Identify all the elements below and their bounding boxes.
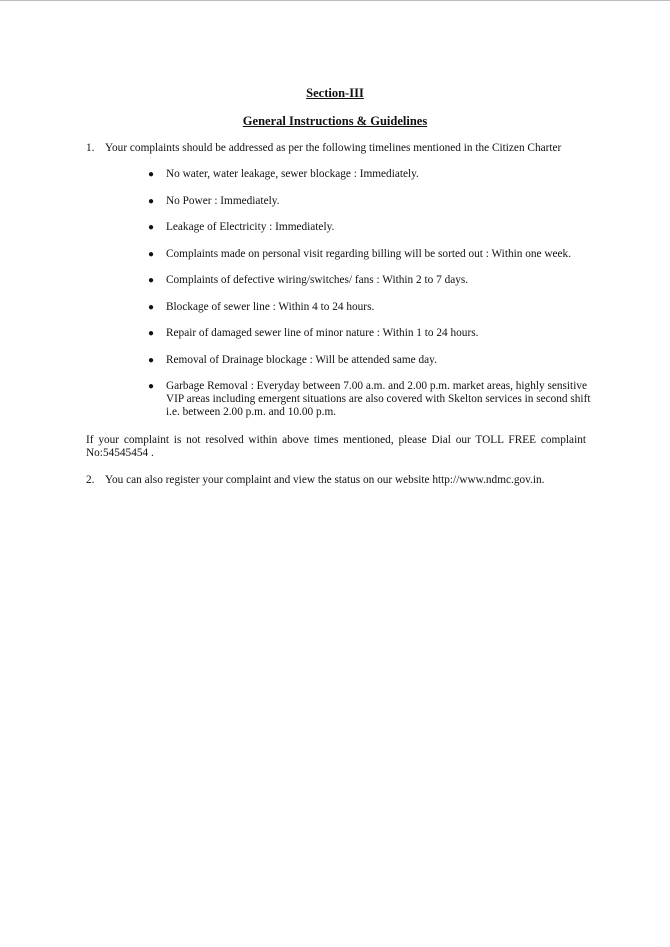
bullet-icon: ● — [148, 354, 155, 366]
bullet-text: Complaints of defective wiring/switches/ fans : Within 2 to 7 days. — [166, 274, 469, 286]
bullet-text: Repair of damaged sewer line of minor nature : Within 1 to 24 hours. — [166, 327, 479, 339]
list-item — [148, 380, 598, 419]
list-item — [148, 301, 598, 314]
item-1-number: 1. — [86, 142, 95, 154]
list-item — [148, 221, 598, 234]
timeline-bullet-list — [148, 168, 598, 433]
bullet-text: Complaints made on personal visit regarding billing will be sorted out : Within one week. — [166, 247, 572, 260]
bullet-icon: ● — [148, 275, 155, 286]
list-item — [148, 168, 598, 181]
bullet-icon: ● — [148, 301, 155, 313]
bullet-icon: ● — [148, 222, 155, 233]
bullet-icon: ● — [148, 248, 155, 260]
section-title: Section-III — [306, 86, 364, 100]
bullet-text: Leakage of Electricity : Immediately. — [166, 221, 335, 233]
list-item — [148, 354, 598, 367]
bullet-text: Garbage Removal : Everyday between 7.00 a.m. and 2.00 p.m. market areas, highly sensitive VIP areas including emergent situations are also covered with Skelton services in second shift i.e. between 2.00 p.m. and 10.00 p.m. — [166, 380, 591, 418]
bullet-icon: ● — [148, 195, 155, 207]
list-item — [148, 248, 598, 261]
bullet-text: Blockage of sewer line : Within 4 to 24 hours. — [166, 300, 375, 313]
bullet-text: No Power : Immediately. — [166, 194, 280, 207]
bullet-icon: ● — [148, 328, 155, 339]
bullet-text: No water, water leakage, sewer blockage : Immediately. — [166, 168, 419, 180]
item-2-text: You can also register your complaint and view the status on our website http://www.ndmc.gov.in. — [105, 474, 545, 486]
list-item — [148, 274, 598, 287]
toll-free-note: If your complaint is not resolved within above times mentioned, please Dial our TOLL FREE complaint No:54545454 . — [86, 434, 586, 459]
page-top-border — [0, 0, 670, 1]
section-subtitle: General Instructions & Guidelines — [242, 114, 428, 128]
list-item — [148, 327, 598, 340]
bullet-icon: ● — [148, 169, 155, 180]
item-1-text: Your complaints should be addressed as per the following timelines mentioned in the Citizen Charter — [105, 142, 562, 154]
item-2-number: 2. — [86, 474, 95, 486]
bullet-text: Removal of Drainage blockage : Will be attended same day. — [166, 353, 437, 366]
bullet-icon: ● — [148, 381, 155, 392]
list-item — [148, 195, 598, 208]
